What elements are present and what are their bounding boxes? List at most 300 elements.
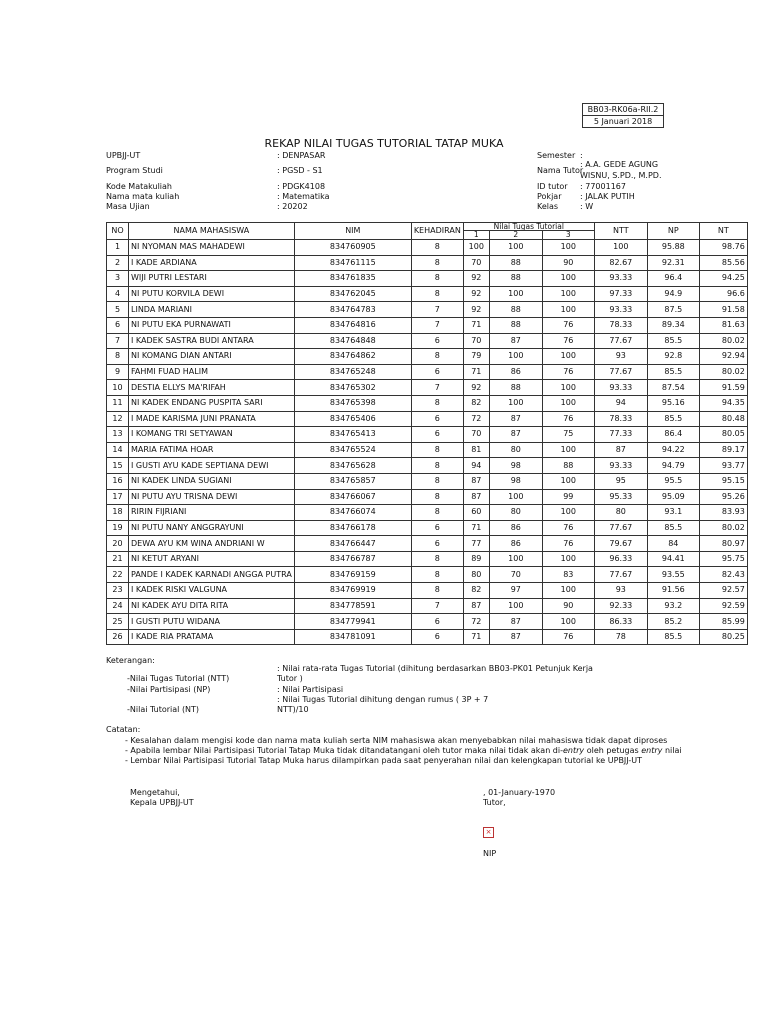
cell-no: 10 [107,380,129,396]
cell-tugas-2: 88 [489,302,542,318]
cell-nt: 92.59 [699,598,747,614]
cell-np: 95.16 [647,395,699,411]
cell-nama: NI PUTU KORVILA DEWI [129,286,295,302]
cell-kehadiran: 8 [411,255,463,271]
cell-np: 94.9 [647,286,699,302]
table-row [107,520,748,536]
cell-ntt: 97.33 [594,286,647,302]
cell-ntt: 94 [594,395,647,411]
cell-ntt: 96.33 [594,551,647,567]
broken-image-icon: × [483,827,494,838]
table-row [107,551,748,567]
document-code: BB03-RK06a-RII.2 [587,105,659,114]
cell-nama: I KADEK SASTRA BUDI ANTARA [129,333,295,349]
info-value-prodi: : PGSD - S1 [277,166,323,175]
cell-no: 14 [107,442,129,458]
cell-tugas-1: 70 [463,427,489,443]
signature-mengetahui: Mengetahui, [130,788,180,797]
cell-tugas-3: 88 [542,458,594,474]
cell-no: 25 [107,614,129,630]
cell-nama: NI PUTU AYU TRISNA DEWI [129,489,295,505]
cell-nt: 91.58 [699,302,747,318]
cell-nt: 95.15 [699,473,747,489]
cell-tugas-1: 71 [463,317,489,333]
table-row [107,364,748,380]
info-value-semester: : [580,151,583,160]
cell-kehadiran: 8 [411,551,463,567]
info-label-idtutor: ID tutor [537,182,568,191]
cell-nim: 834765248 [294,364,411,380]
cell-tugas-3: 75 [542,427,594,443]
cell-tugas-2: 100 [489,598,542,614]
cell-nim: 834764783 [294,302,411,318]
cell-tugas-1: 79 [463,349,489,365]
cell-tugas-1: 89 [463,551,489,567]
table-row [107,583,748,599]
cell-tugas-2: 100 [489,395,542,411]
cell-nim: 834762045 [294,286,411,302]
cell-nt: 80.02 [699,520,747,536]
info-label-semester: Semester [537,151,576,160]
document-code-box [582,103,664,128]
cell-tugas-1: 92 [463,286,489,302]
cell-ntt: 87 [594,442,647,458]
table-row [107,473,748,489]
cell-nama: MARIA FATIMA HOAR [129,442,295,458]
cell-nt: 80.02 [699,364,747,380]
info-label-matkul: Nama mata kuliah [106,192,180,201]
cell-tugas-1: 100 [463,240,489,256]
cell-nt: 80.25 [699,629,747,645]
cell-tugas-2: 86 [489,536,542,552]
cell-nama: NI NYOMAN MAS MAHADEWI [129,240,295,256]
keterangan-ntt-desc-2: Tutor ) [277,674,303,683]
cell-nim: 834778591 [294,598,411,614]
info-label-masa: Masa Ujian [106,202,150,211]
cell-no: 7 [107,333,129,349]
cell-tugas-3: 76 [542,317,594,333]
grades-table [106,222,748,645]
info-value-kelas: : W [580,202,594,211]
cell-nama: PANDE I KADEK KARNADI ANGGA PUTRA [129,567,295,583]
cell-nama: I KADE RIA PRATAMA [129,629,295,645]
cell-nama: NI KADEK AYU DITA RITA [129,598,295,614]
cell-tugas-1: 71 [463,364,489,380]
cell-ntt: 93.33 [594,458,647,474]
cell-ntt: 79.67 [594,536,647,552]
document-date: 5 Januari 2018 [583,115,663,127]
keterangan-ntt-desc-1: : Nilai rata-rata Tugas Tutorial (dihitung berdasarkan BB03-PK01 Petunjuk Kerja [277,664,593,673]
cell-kehadiran: 8 [411,458,463,474]
cell-nim: 834765398 [294,395,411,411]
col-header-nama: NAMA MAHASISWA [129,223,295,240]
cell-tugas-3: 100 [542,302,594,318]
cell-kehadiran: 8 [411,240,463,256]
cell-ntt: 77.67 [594,364,647,380]
cell-tugas-3: 100 [542,395,594,411]
cell-nama: I GUSTI AYU KADE SEPTIANA DEWI [129,458,295,474]
cell-tugas-2: 87 [489,333,542,349]
cell-nim: 834765628 [294,458,411,474]
cell-ntt: 93 [594,583,647,599]
cell-np: 91.56 [647,583,699,599]
cell-nim: 834766178 [294,520,411,536]
cell-tugas-1: 80 [463,567,489,583]
info-value-masa: : 20202 [277,202,308,211]
table-row [107,286,748,302]
cell-kehadiran: 8 [411,473,463,489]
cell-np: 92.31 [647,255,699,271]
cell-np: 95.09 [647,489,699,505]
cell-tugas-2: 87 [489,614,542,630]
cell-nt: 80.05 [699,427,747,443]
cell-ntt: 86.33 [594,614,647,630]
cell-tugas-3: 76 [542,629,594,645]
cell-no: 2 [107,255,129,271]
cell-nt: 80.02 [699,333,747,349]
cell-tugas-2: 86 [489,364,542,380]
cell-tugas-3: 76 [542,333,594,349]
cell-kehadiran: 8 [411,583,463,599]
cell-tugas-2: 87 [489,411,542,427]
table-row [107,598,748,614]
cell-tugas-2: 100 [489,286,542,302]
cell-nama: LINDA MARIANI [129,302,295,318]
cell-ntt: 95 [594,473,647,489]
cell-tugas-1: 60 [463,505,489,521]
cell-nim: 834761115 [294,255,411,271]
cell-no: 6 [107,317,129,333]
cell-kehadiran: 6 [411,364,463,380]
cell-np: 85.5 [647,520,699,536]
cell-np: 85.5 [647,333,699,349]
cell-no: 19 [107,520,129,536]
table-row [107,317,748,333]
cell-ntt: 93.33 [594,380,647,396]
table-row [107,489,748,505]
cell-ntt: 93 [594,349,647,365]
cell-ntt: 77.33 [594,427,647,443]
cell-nt: 91.59 [699,380,747,396]
cell-tugas-1: 82 [463,583,489,599]
cell-tugas-1: 70 [463,255,489,271]
cell-kehadiran: 8 [411,271,463,287]
table-row [107,255,748,271]
cell-nama: I KADE ARDIANA [129,255,295,271]
cell-nim: 834765406 [294,411,411,427]
cell-tugas-1: 94 [463,458,489,474]
page-title: REKAP NILAI TUGAS TUTORIAL TATAP MUKA [264,137,504,150]
cell-np: 85.5 [647,629,699,645]
cell-no: 20 [107,536,129,552]
cell-nama: NI KADEK ENDANG PUSPITA SARI [129,395,295,411]
cell-nt: 80.97 [699,536,747,552]
cell-ntt: 78.33 [594,411,647,427]
cell-tugas-3: 100 [542,349,594,365]
cell-nt: 93.77 [699,458,747,474]
cell-nama: I GUSTI PUTU WIDANA [129,614,295,630]
cell-tugas-3: 90 [542,255,594,271]
info-label-prodi: Program Studi [106,166,163,175]
col-header-tugas-1: 1 [463,231,489,240]
cell-kehadiran: 6 [411,427,463,443]
col-header-nilai-group: Nilai Tugas Tutorial [463,223,594,231]
cell-tugas-2: 98 [489,473,542,489]
cell-kehadiran: 8 [411,395,463,411]
cell-kehadiran: 6 [411,614,463,630]
cell-nt: 94.35 [699,395,747,411]
cell-tugas-3: 76 [542,536,594,552]
info-value-upbjj: : DENPASAR [277,151,326,160]
cell-nim: 834766074 [294,505,411,521]
catatan-line-2: - Apabila lembar Nilai Partisipasi Tutorial Tatap Muka tidak ditandatangani oleh tutor maka nilai tidak akan di-entry oleh petugas entry nilai [125,746,682,755]
table-row [107,536,748,552]
cell-nama: RIRIN FIJRIANI [129,505,295,521]
cell-nim: 834765302 [294,380,411,396]
cell-ntt: 93.33 [594,302,647,318]
cell-no: 15 [107,458,129,474]
keterangan-np-label: -Nilai Partisipasi (NP) [127,685,211,694]
cell-nim: 834760905 [294,240,411,256]
cell-nama: I MADE KARISMA JUNI PRANATA [129,411,295,427]
keterangan-nt-label: -Nilai Tutorial (NT) [127,705,200,714]
cell-nim: 834766447 [294,536,411,552]
cell-tugas-3: 83 [542,567,594,583]
cell-nim: 834764816 [294,317,411,333]
cell-tugas-3: 99 [542,489,594,505]
cell-nama: DESTIA ELLYS MA'RIFAH [129,380,295,396]
cell-tugas-1: 72 [463,614,489,630]
cell-np: 96.4 [647,271,699,287]
cell-ntt: 82.67 [594,255,647,271]
keterangan-nt-desc-1: : Nilai Tugas Tutorial dihitung dengan rumus ( 3P + 7 [277,695,489,704]
cell-ntt: 93.33 [594,271,647,287]
cell-tugas-2: 70 [489,567,542,583]
cell-tugas-1: 87 [463,473,489,489]
cell-nama: I KOMANG TRI SETYAWAN [129,427,295,443]
cell-no: 1 [107,240,129,256]
cell-nim: 834779941 [294,614,411,630]
cell-nt: 89.17 [699,442,747,458]
cell-nt: 92.57 [699,583,747,599]
cell-no: 4 [107,286,129,302]
cell-tugas-3: 100 [542,286,594,302]
catatan-heading: Catatan: [106,725,141,734]
col-header-tugas-2: 2 [489,231,542,240]
info-label-pokjar: Pokjar [537,192,562,201]
cell-nt: 81.63 [699,317,747,333]
cell-tugas-1: 87 [463,489,489,505]
cell-nt: 95.26 [699,489,747,505]
cell-np: 85.5 [647,411,699,427]
cell-nim: 834781091 [294,629,411,645]
table-row [107,302,748,318]
cell-tugas-3: 76 [542,364,594,380]
cell-tugas-2: 100 [489,551,542,567]
col-header-ntt: NTT [594,223,647,240]
cell-nim: 834766787 [294,551,411,567]
cell-tugas-2: 98 [489,458,542,474]
cell-nt: 83.93 [699,505,747,521]
cell-tugas-2: 97 [489,583,542,599]
cell-tugas-1: 82 [463,395,489,411]
cell-nim: 834769159 [294,567,411,583]
catatan-line-3: - Lembar Nilai Partisipasi Tutorial Tatap Muka harus dilampirkan pada saat penyerahan nilai dan kelengkapan tutorial ke UPBJJ-UT [125,756,642,765]
table-row [107,427,748,443]
cell-tugas-2: 88 [489,380,542,396]
cell-nama: FAHMI FUAD HALIM [129,364,295,380]
table-row [107,567,748,583]
cell-tugas-1: 81 [463,442,489,458]
cell-nama: NI PUTU EKA PURNAWATI [129,317,295,333]
table-row [107,271,748,287]
cell-ntt: 92.33 [594,598,647,614]
cell-kehadiran: 6 [411,333,463,349]
cell-tugas-1: 92 [463,302,489,318]
cell-nt: 82.43 [699,567,747,583]
table-row [107,458,748,474]
cell-kehadiran: 8 [411,505,463,521]
cell-tugas-2: 100 [489,349,542,365]
info-value-matkul: : Matematika [277,192,330,201]
cell-nt: 95.75 [699,551,747,567]
cell-np: 95.5 [647,473,699,489]
signature-nip: NIP [483,849,497,858]
table-row [107,240,748,256]
cell-no: 12 [107,411,129,427]
cell-nama: NI KETUT ARYANI [129,551,295,567]
cell-np: 89.34 [647,317,699,333]
cell-ntt: 77.67 [594,520,647,536]
cell-kehadiran: 6 [411,629,463,645]
col-header-tugas-3: 3 [542,231,594,240]
cell-np: 93.55 [647,567,699,583]
cell-nt: 85.99 [699,614,747,630]
cell-nama: DEWA AYU KM WINA ANDRIANI W [129,536,295,552]
cell-nt: 94.25 [699,271,747,287]
cell-tugas-2: 87 [489,427,542,443]
cell-tugas-1: 77 [463,536,489,552]
signature-kepala: Kepala UPBJJ-UT [130,798,194,807]
cell-kehadiran: 8 [411,567,463,583]
cell-nim: 834766067 [294,489,411,505]
cell-np: 86.4 [647,427,699,443]
info-value-pokjar: : JALAK PUTIH [580,192,635,201]
cell-tugas-3: 100 [542,473,594,489]
cell-tugas-3: 100 [542,240,594,256]
cell-tugas-3: 90 [542,598,594,614]
cell-np: 87.54 [647,380,699,396]
cell-no: 24 [107,598,129,614]
info-value-tutor-1: : A.A. GEDE AGUNG [580,160,659,169]
table-row [107,614,748,630]
cell-nama: NI PUTU NANY ANGGRAYUNI [129,520,295,536]
cell-nim: 834761835 [294,271,411,287]
cell-nama: NI KADEK LINDA SUGIANI [129,473,295,489]
cell-no: 11 [107,395,129,411]
info-value-kode: : PDGK4108 [277,182,326,191]
cell-tugas-3: 76 [542,411,594,427]
cell-nt: 98.76 [699,240,747,256]
cell-kehadiran: 7 [411,302,463,318]
cell-kehadiran: 7 [411,380,463,396]
cell-no: 21 [107,551,129,567]
cell-no: 3 [107,271,129,287]
cell-tugas-1: 72 [463,411,489,427]
table-row [107,442,748,458]
cell-tugas-3: 100 [542,271,594,287]
cell-no: 9 [107,364,129,380]
cell-tugas-2: 80 [489,442,542,458]
info-label-tutor: Nama Tutor [537,166,584,175]
cell-tugas-1: 87 [463,598,489,614]
cell-tugas-1: 70 [463,333,489,349]
cell-tugas-2: 87 [489,629,542,645]
cell-tugas-3: 76 [542,520,594,536]
table-row [107,629,748,645]
cell-np: 95.88 [647,240,699,256]
cell-nim: 834765857 [294,473,411,489]
cell-no: 17 [107,489,129,505]
cell-ntt: 77.67 [594,567,647,583]
keterangan-nt-desc-2: NTT)/10 [277,705,309,714]
cell-np: 87.5 [647,302,699,318]
cell-nt: 96.6 [699,286,747,302]
cell-no: 23 [107,583,129,599]
cell-ntt: 80 [594,505,647,521]
cell-nt: 85.56 [699,255,747,271]
cell-kehadiran: 6 [411,520,463,536]
table-row [107,349,748,365]
cell-no: 5 [107,302,129,318]
cell-no: 18 [107,505,129,521]
table-row [107,395,748,411]
info-label-kode: Kode Matakuliah [106,182,173,191]
cell-nama: I KADEK RISKI VALGUNA [129,583,295,599]
cell-ntt: 78.33 [594,317,647,333]
cell-ntt: 77.67 [594,333,647,349]
signature-tutor: Tutor, [483,798,506,807]
cell-np: 94.22 [647,442,699,458]
table-row [107,411,748,427]
col-header-nt: NT [699,223,747,240]
cell-no: 16 [107,473,129,489]
cell-kehadiran: 7 [411,598,463,614]
cell-nim: 834764862 [294,349,411,365]
cell-np: 84 [647,536,699,552]
info-label-kelas: Kelas [537,202,559,211]
table-row [107,505,748,521]
cell-nt: 92.94 [699,349,747,365]
cell-tugas-3: 100 [542,505,594,521]
cell-tugas-2: 88 [489,271,542,287]
cell-kehadiran: 8 [411,286,463,302]
cell-np: 85.2 [647,614,699,630]
cell-no: 26 [107,629,129,645]
cell-no: 13 [107,427,129,443]
info-label-upbjj: UPBJJ-UT [106,151,141,160]
cell-kehadiran: 8 [411,489,463,505]
col-header-nim: NIM [294,223,411,240]
cell-ntt: 78 [594,629,647,645]
info-value-idtutor: : 77001167 [580,182,626,191]
cell-kehadiran: 6 [411,411,463,427]
info-value-tutor-2: WISNU, S.PD., M.PD. [580,171,662,180]
cell-tugas-2: 100 [489,489,542,505]
table-row [107,333,748,349]
table-row [107,380,748,396]
cell-nt: 80.48 [699,411,747,427]
